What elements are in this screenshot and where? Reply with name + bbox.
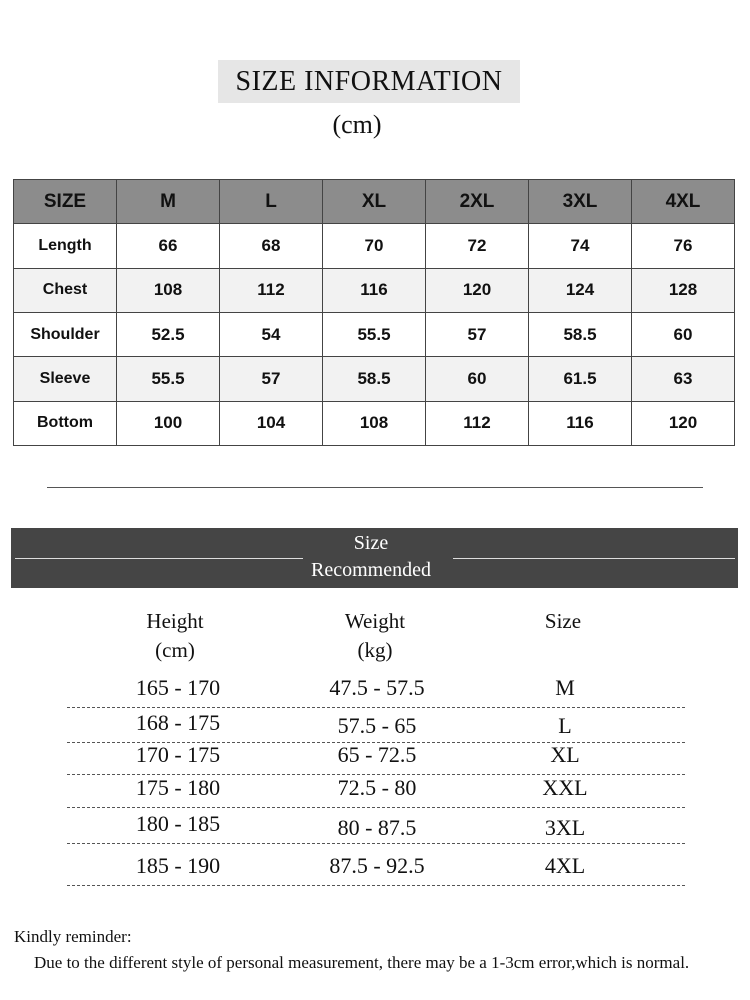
table-cell: 52.5 <box>117 312 220 356</box>
table-cell: 70 <box>323 224 426 268</box>
header-cell: XL <box>323 180 426 224</box>
unit-label: (cm) <box>332 110 382 139</box>
table-cell: 108 <box>323 401 426 445</box>
table-cell: 68 <box>220 224 323 268</box>
banner-line-left <box>15 558 303 559</box>
table-cell: 57 <box>426 312 529 356</box>
table-cell: 128 <box>632 268 735 312</box>
table-cell: 58.5 <box>529 312 632 356</box>
banner-line-right <box>453 558 735 559</box>
table-cell: 116 <box>323 268 426 312</box>
weight-header-line1: Weight <box>344 609 406 633</box>
height-header-line1: Height <box>146 609 204 633</box>
row-label: Length <box>14 224 117 268</box>
table-cell: 60 <box>632 312 735 356</box>
table-row <box>14 268 735 312</box>
row-label: Sleeve <box>14 357 117 401</box>
table-cell: 120 <box>426 268 529 312</box>
height-value: 175 - 180 <box>135 775 221 800</box>
table-cell: 55.5 <box>117 357 220 401</box>
weight-value: 65 - 72.5 <box>337 742 417 767</box>
table-cell: 58.5 <box>323 357 426 401</box>
size-header-line1: Size <box>544 609 582 633</box>
size-value: 3XL <box>544 815 586 840</box>
weight-value: 87.5 - 92.5 <box>329 853 425 878</box>
table-cell: 55.5 <box>323 312 426 356</box>
size-value: L <box>558 713 572 738</box>
table-cell: 76 <box>632 224 735 268</box>
height-value: 180 - 185 <box>135 811 221 836</box>
weight-value: 57.5 - 65 <box>337 713 417 738</box>
weight-value: 80 - 87.5 <box>337 815 417 840</box>
size-table <box>13 179 735 446</box>
recommend-row <box>67 742 685 775</box>
recommend-row <box>67 775 685 808</box>
table-cell: 66 <box>117 224 220 268</box>
banner-label-line2: Recommended <box>311 559 431 581</box>
recommend-row <box>67 675 685 708</box>
header-cell: 4XL <box>632 180 735 224</box>
table-row <box>14 312 735 356</box>
table-cell: 72 <box>426 224 529 268</box>
section-divider <box>47 487 703 488</box>
header-cell: M <box>117 180 220 224</box>
height-header-line2: (cm) <box>155 638 195 662</box>
table-cell: 124 <box>529 268 632 312</box>
table-cell: 100 <box>117 401 220 445</box>
height-value: 170 - 175 <box>135 742 221 767</box>
table-cell: 57 <box>220 357 323 401</box>
table-row <box>14 357 735 401</box>
weight-header-line2: (kg) <box>357 638 393 662</box>
table-cell: 63 <box>632 357 735 401</box>
table-row <box>14 401 735 445</box>
weight-value: 47.5 - 57.5 <box>329 675 425 700</box>
table-cell: 61.5 <box>529 357 632 401</box>
size-value: 4XL <box>544 853 586 878</box>
banner-label <box>291 530 451 584</box>
header-cell: 3XL <box>529 180 632 224</box>
row-label: Bottom <box>14 401 117 445</box>
recommend-row <box>67 710 685 743</box>
table-cell: 74 <box>529 224 632 268</box>
table-cell: 116 <box>529 401 632 445</box>
table-cell: 112 <box>426 401 529 445</box>
page-title: SIZE INFORMATION <box>218 60 520 103</box>
height-header <box>75 607 275 665</box>
recommend-row <box>67 853 685 886</box>
banner-label-line1: Size <box>353 532 389 554</box>
table-cell: 120 <box>632 401 735 445</box>
weight-header <box>275 607 475 665</box>
recommend-row <box>67 811 685 844</box>
header-cell: 2XL <box>426 180 529 224</box>
recommend-banner <box>11 528 738 588</box>
size-header <box>463 607 663 636</box>
header-cell: SIZE <box>14 180 117 224</box>
size-table-header-row <box>14 180 735 224</box>
table-cell: 108 <box>117 268 220 312</box>
header-cell: L <box>220 180 323 224</box>
row-label: Shoulder <box>14 312 117 356</box>
size-value: XL <box>550 742 580 767</box>
reminder-title: Kindly reminder: <box>14 927 132 946</box>
table-cell: 54 <box>220 312 323 356</box>
weight-value: 72.5 - 80 <box>337 775 417 800</box>
table-row <box>14 224 735 268</box>
height-value: 168 - 175 <box>135 710 221 735</box>
table-cell: 60 <box>426 357 529 401</box>
height-value: 185 - 190 <box>135 853 221 878</box>
reminder-text: Due to the different style of personal measurement, there may be a 1-3cm error,which is normal. <box>34 953 690 972</box>
size-value: M <box>555 675 575 700</box>
table-cell: 112 <box>220 268 323 312</box>
table-cell: 104 <box>220 401 323 445</box>
row-label: Chest <box>14 268 117 312</box>
size-value: XXL <box>542 775 588 800</box>
height-value: 165 - 170 <box>135 675 221 700</box>
